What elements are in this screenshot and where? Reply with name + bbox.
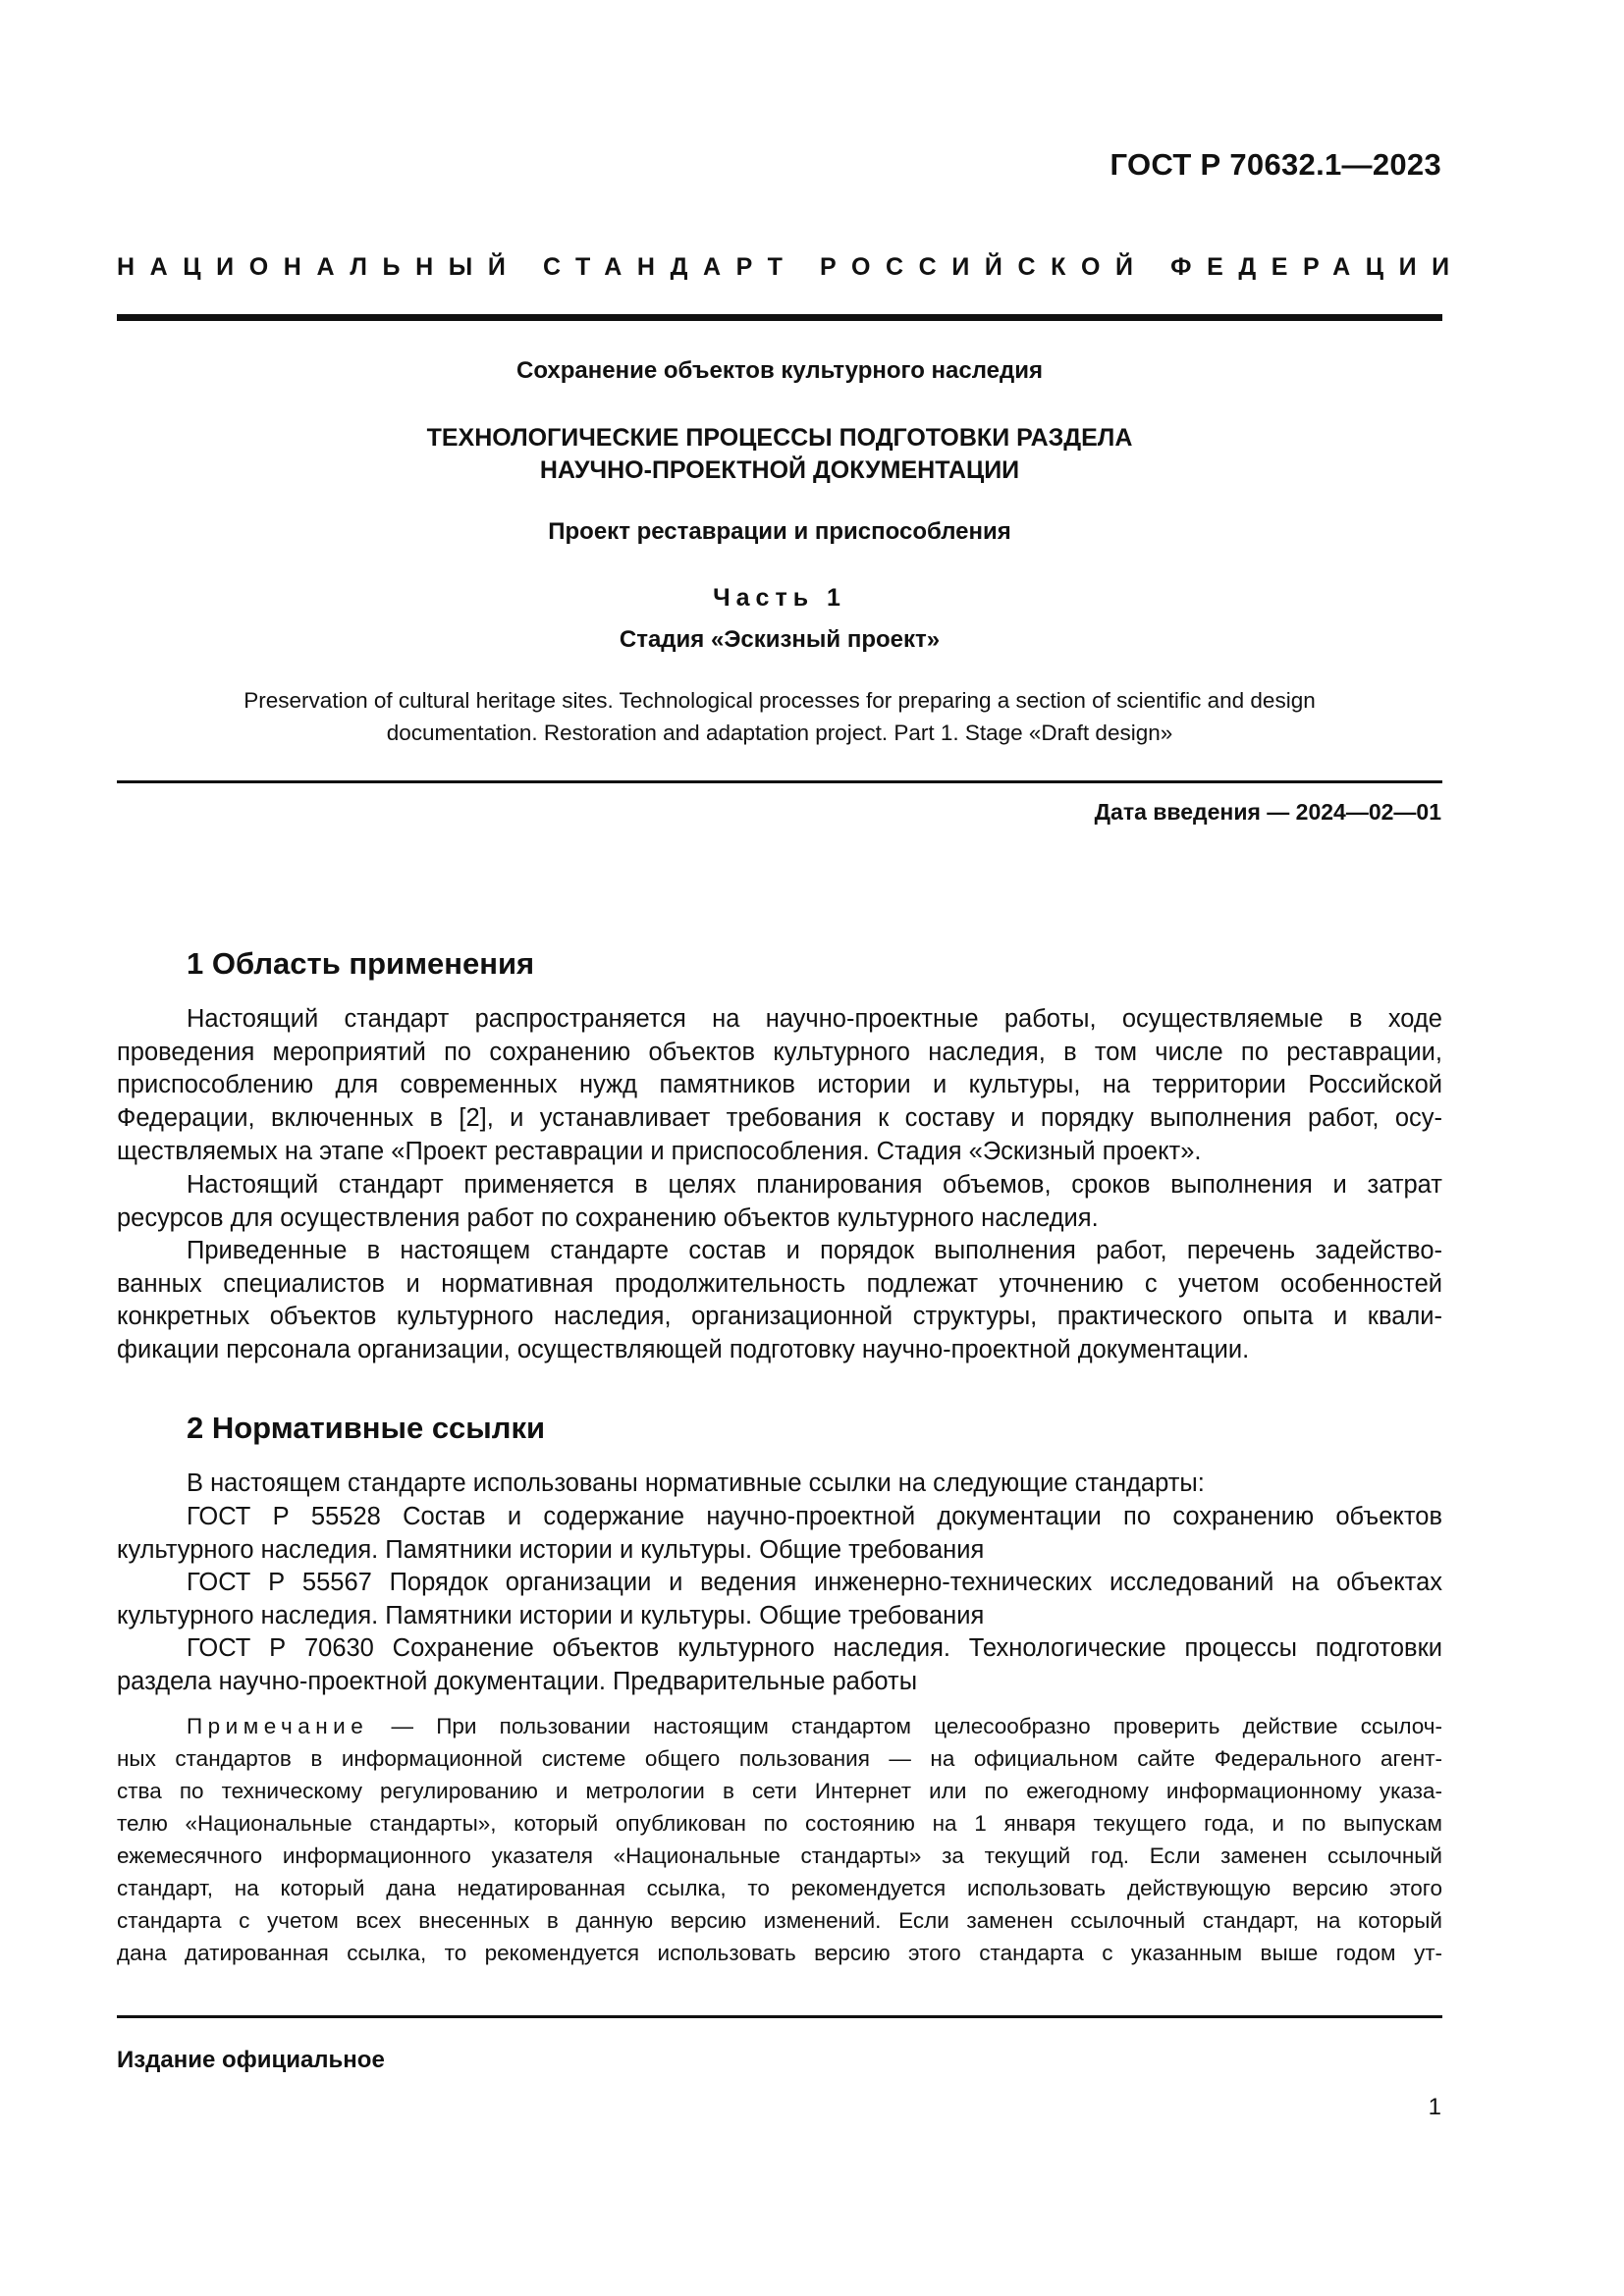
text-line: культурного наследия. Памятники истории и культуры. Общие требования bbox=[117, 1535, 985, 1564]
note-line: стандарт, на который дана недатированная ссылка, то рекомендуется использовать действующую версию этого bbox=[117, 1876, 1442, 1900]
reference-item bbox=[117, 1501, 1442, 1567]
text-line: проведения мероприятий по сохранению объектов культурного наследия, в том числе по реставрации, bbox=[117, 1038, 1442, 1066]
text-line: конкретных объектов культурного наследия, организационной структуры, практического опыта и квали- bbox=[117, 1303, 1442, 1331]
intro-date: Дата введения — 2024—02—01 bbox=[1094, 799, 1441, 825]
text-line: Настоящий стандарт распространяется на научно-проектные работы, осуществляемые в ходе bbox=[187, 1005, 1442, 1033]
note-block bbox=[117, 1710, 1442, 1969]
part-label: Часть 1 bbox=[713, 584, 846, 612]
text-line: Настоящий стандарт применяется в целях планирования объемов, сроков выполнения и затрат bbox=[187, 1171, 1442, 1199]
note-line: дана датированная ссылка, то рекомендуется использовать версию этого стандарта с указанным выше годом ут- bbox=[117, 1941, 1442, 1965]
header-rule bbox=[117, 314, 1442, 321]
text-line: ГОСТ Р 55528 Состав и содержание научно-проектной документации по сохранению объектов bbox=[187, 1503, 1442, 1530]
text-line: ГОСТ Р 70630 Сохранение объектов культурного наследия. Технологические процессы подготовки bbox=[187, 1634, 1442, 1662]
page-number: 1 bbox=[1428, 2094, 1441, 2120]
text-line: В настоящем стандарте использованы нормативные ссылки на следующие стандарты: bbox=[187, 1469, 1205, 1497]
note-text: — При пользовании настоящим стандартом целесообразно проверить действие ссылоч- bbox=[368, 1714, 1442, 1738]
english-title bbox=[117, 684, 1442, 749]
text-line: приспособлению для современных нужд памятников истории и культуры, на территории Российской bbox=[117, 1071, 1442, 1099]
section1-paragraph bbox=[117, 1169, 1442, 1235]
text-line: Федерации, включенных в [2], и устанавливает требования к составу и порядку выполнения работ, осу- bbox=[117, 1104, 1442, 1133]
english-title-line: documentation. Restoration and adaptation project. Part 1. Stage «Draft design» bbox=[386, 721, 1173, 745]
text-line: ресурсов для осуществления работ по сохранению объектов культурного наследия. bbox=[117, 1203, 1099, 1232]
document-code: ГОСТ Р 70632.1—2023 bbox=[1110, 147, 1441, 182]
text-line: фикации персонала организации, осуществляющей подготовку научно-проектной документации. bbox=[117, 1336, 1250, 1364]
section2-intro bbox=[117, 1468, 1442, 1501]
note-first-line bbox=[117, 1710, 1442, 1742]
reference-item bbox=[117, 1567, 1442, 1632]
section2-heading: 2 Нормативные ссылки bbox=[187, 1411, 546, 1445]
project-title: Проект реставрации и приспособления bbox=[548, 518, 1011, 545]
edition-label: Издание официальное bbox=[117, 2047, 385, 2073]
note-line: ежемесячного информационного указателя «Национальные стандарты» за текущий год. Если заменен ссылочный bbox=[117, 1843, 1442, 1868]
note-line: ства по техническому регулированию и метрологии в сети Интернет или по ежегодному информационному указа- bbox=[117, 1779, 1442, 1803]
note-line: стандарта с учетом всех внесенных в данную версию изменений. Если заменен ссылочный стандарт, на который bbox=[117, 1908, 1442, 1933]
main-title-line: ТЕХНОЛОГИЧЕСКИЕ ПРОЦЕССЫ ПОДГОТОВКИ РАЗДЕЛА bbox=[426, 424, 1133, 452]
text-line: ществляемых на этапе «Проект реставрации и приспособления. Стадия «Эскизный проект». bbox=[117, 1137, 1202, 1165]
reference-item bbox=[117, 1632, 1442, 1698]
text-line: ГОСТ Р 55567 Порядок организации и ведения инженерно-технических исследований на объектах bbox=[187, 1569, 1442, 1596]
main-title-line: НАУЧНО-ПРОЕКТНОЙ ДОКУМЕНТАЦИИ bbox=[539, 456, 1020, 484]
text-line: ванных специалистов и нормативная продолжительность подлежат уточнению с учетом особенностей bbox=[117, 1269, 1442, 1298]
section1-paragraph bbox=[117, 1003, 1442, 1169]
english-title-line: Preservation of cultural heritage sites. Technological processes for preparing a section of scientific and design bbox=[244, 688, 1316, 713]
note-line: телю «Национальные стандарты», который опубликован по состоянию на 1 января текущего года, и по выпускам bbox=[117, 1811, 1442, 1836]
title-rule bbox=[117, 780, 1442, 783]
text-line: Приведенные в настоящем стандарте состав и порядок выполнения работ, перечень задейство- bbox=[187, 1237, 1442, 1264]
standard-banner: НАЦИОНАЛЬНЫЙ СТАНДАРТ РОССИЙСКОЙ ФЕДЕРАЦИИ bbox=[117, 253, 1465, 281]
section1-paragraph bbox=[117, 1235, 1442, 1367]
subtitle: Сохранение объектов культурного наследия bbox=[515, 357, 1043, 384]
note-line: ных стандартов в информационной системе общего пользования — на официальном сайте Федерального агент- bbox=[117, 1746, 1442, 1771]
main-title bbox=[117, 422, 1442, 487]
text-line: культурного наследия. Памятники истории и культуры. Общие требования bbox=[117, 1601, 985, 1629]
footer-rule bbox=[117, 2015, 1442, 2018]
text-line: раздела научно-проектной документации. Предварительные работы bbox=[117, 1667, 918, 1695]
stage-title: Стадия «Эскизный проект» bbox=[619, 626, 941, 653]
section1-heading: 1 Область применения bbox=[187, 946, 535, 981]
note-label: Примечание bbox=[187, 1714, 369, 1738]
